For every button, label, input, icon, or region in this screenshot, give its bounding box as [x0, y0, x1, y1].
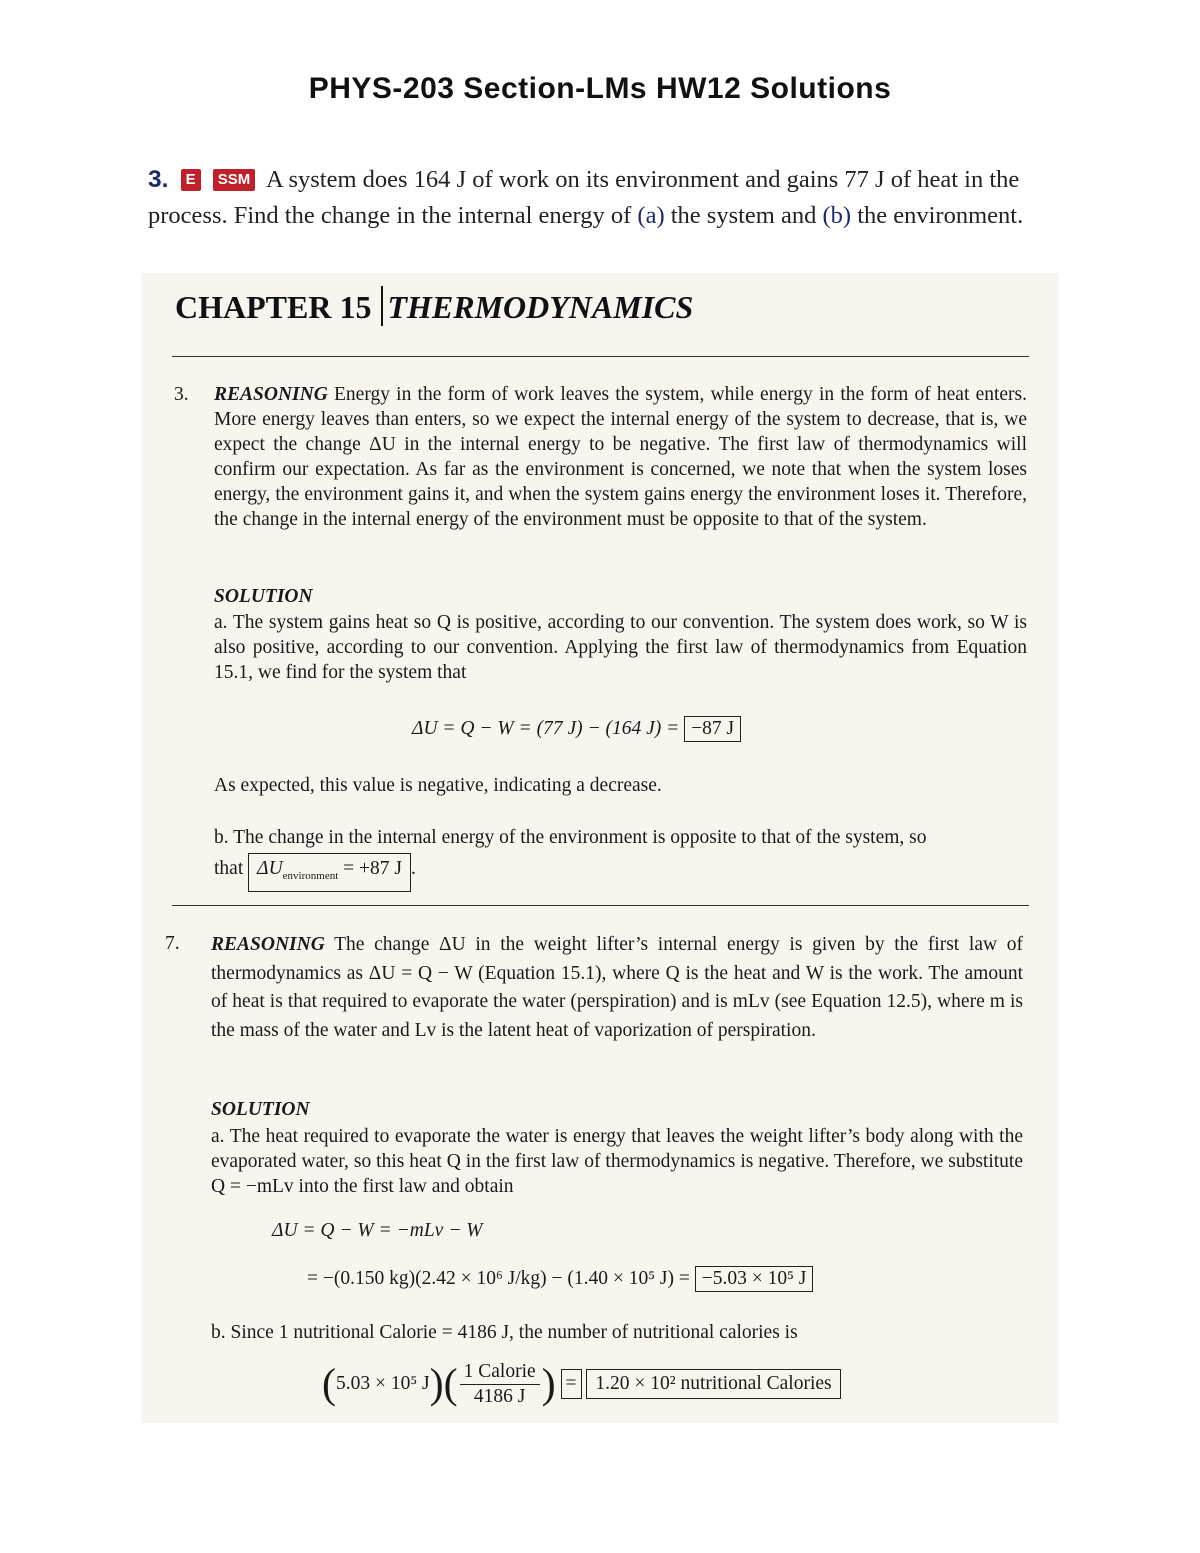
- close-paren: ): [429, 1361, 444, 1408]
- ssm-tag: SSM: [213, 169, 256, 191]
- q7-equation-line2: [307, 1266, 813, 1292]
- q7-eq-line2-expr: = −(0.150 kg)(2.42 × 10⁶ J/kg) − (1.40 × 10⁵ J) =: [307, 1268, 690, 1289]
- q3-part-a-text: a. The system gains heat so Q is positive, according to our convention. The system does work, so W is also positive, according to our convention. Applying the first law of thermodynamics from Equation 15.1, we find for the system that: [214, 612, 1027, 683]
- q3-solution-label: SOLUTION: [214, 586, 313, 607]
- open-paren: (: [443, 1361, 458, 1408]
- q3-ans-b-value: = +87 J: [343, 858, 402, 879]
- problem-number: 3.: [148, 166, 169, 193]
- q3-reasoning-text: Energy in the form of work leaves the system, while energy in the form of heat enters. More energy leaves than enters, so we expect the internal energy of the system to decrease, that is, we expect the change ΔU in the internal energy to be negative. The first law of thermodynamics will confirm our expectation. As far as the environment is concerned, we note that when the system loses energy, the environment gains it, and when the system gains energy the environment loses it. Therefore, the change in the internal energy of the environment must be opposite to that of the system.: [214, 384, 1027, 530]
- q3-answer-b-line: [214, 853, 416, 892]
- q3-eq-a-expr: ΔU = Q − W = (77 J) − (164 J) =: [412, 718, 680, 739]
- q7-reasoning-label: REASONING: [211, 934, 325, 955]
- q3-equation-a: [412, 716, 741, 742]
- q7-answer-b-box: 1.20 × 10² nutritional Calories: [586, 1369, 840, 1399]
- q3-reasoning: [214, 382, 1027, 532]
- problem-part-a-text: the system and: [664, 202, 823, 229]
- problem-part-b-text: the environment.: [851, 202, 1024, 229]
- q3-ans-b-period: .: [410, 858, 416, 879]
- q3-reasoning-label: REASONING: [214, 384, 328, 405]
- q7-equation-line1: ΔU = Q − W = −mLv − W: [272, 1220, 483, 1241]
- q7-reasoning-text: The change ΔU in the weight lifter’s internal energy is given by the first law of thermodynamics as ΔU = Q − W (Equation 15.1), where Q is the heat and W is the work. The amount of heat is that required to evaporate the water (perspiration) and is mLv (see Equation 12.5), where m is the mass of the water and Lv is the latent heat of vaporization of perspiration.: [211, 934, 1024, 1041]
- divider: [172, 356, 1029, 357]
- q7-eq-b-left: 5.03 × 10⁵ J: [336, 1372, 430, 1394]
- problem-statement: [148, 162, 1048, 234]
- q3-that-text: that: [214, 858, 244, 879]
- q3-ans-b-sub: environment: [282, 869, 339, 882]
- q7-frac-den: 4186 J: [473, 1386, 526, 1407]
- divider: [172, 905, 1029, 906]
- q3-ans-b-symbol: ΔU: [257, 858, 283, 879]
- q7-solution-label: SOLUTION: [211, 1099, 310, 1120]
- q7-frac-num: 1 Calorie: [460, 1360, 540, 1385]
- problem-part-b-label: (b): [822, 202, 852, 229]
- q3-number: 3.: [174, 384, 189, 405]
- q7-part-a-text: a. The heat required to evaporate the water is energy that leaves the weight lifter’s body along with the evaporated water, so this heat Q in the first law of thermodynamics is negative. Therefore, we substitute Q = −mLv into the first law and obtain: [211, 1126, 1023, 1197]
- chapter-title: THERMODYNAMICS: [387, 289, 694, 325]
- chapter-prefix: CHAPTER 15: [175, 289, 372, 325]
- q7-reasoning: [211, 931, 1023, 1045]
- level-tag: E: [181, 169, 201, 191]
- q3-part-b-text: b. The change in the internal energy of the environment is opposite to that of the system, so: [214, 827, 927, 848]
- problem-part-a-label: (a): [637, 202, 665, 229]
- q7-equation-b: [322, 1360, 841, 1409]
- chapter-heading: [175, 286, 693, 326]
- open-paren: (: [322, 1361, 336, 1408]
- page-title: PHYS-203 Section-LMs HW12 Solutions: [308, 72, 892, 105]
- q7-eq-b-equals: =: [561, 1369, 582, 1399]
- close-paren: ): [541, 1361, 556, 1408]
- chapter-divider: [381, 286, 383, 326]
- problem-text: A system does 164 J of work on its environment and gains 77 J of heat in the process. Find the change in the internal energy of: [148, 166, 1020, 229]
- q7-fraction: [460, 1360, 540, 1409]
- q3-answer-b-box: [248, 853, 411, 892]
- q7-part-b-text: b. Since 1 nutritional Calorie = 4186 J, the number of nutritional calories is: [211, 1322, 798, 1343]
- q3-expected-text: As expected, this value is negative, indicating a decrease.: [214, 775, 662, 796]
- q3-answer-a-box: −87 J: [684, 716, 741, 742]
- q7-number: 7.: [165, 933, 180, 954]
- q7-answer-a-box: −5.03 × 10⁵ J: [695, 1266, 814, 1292]
